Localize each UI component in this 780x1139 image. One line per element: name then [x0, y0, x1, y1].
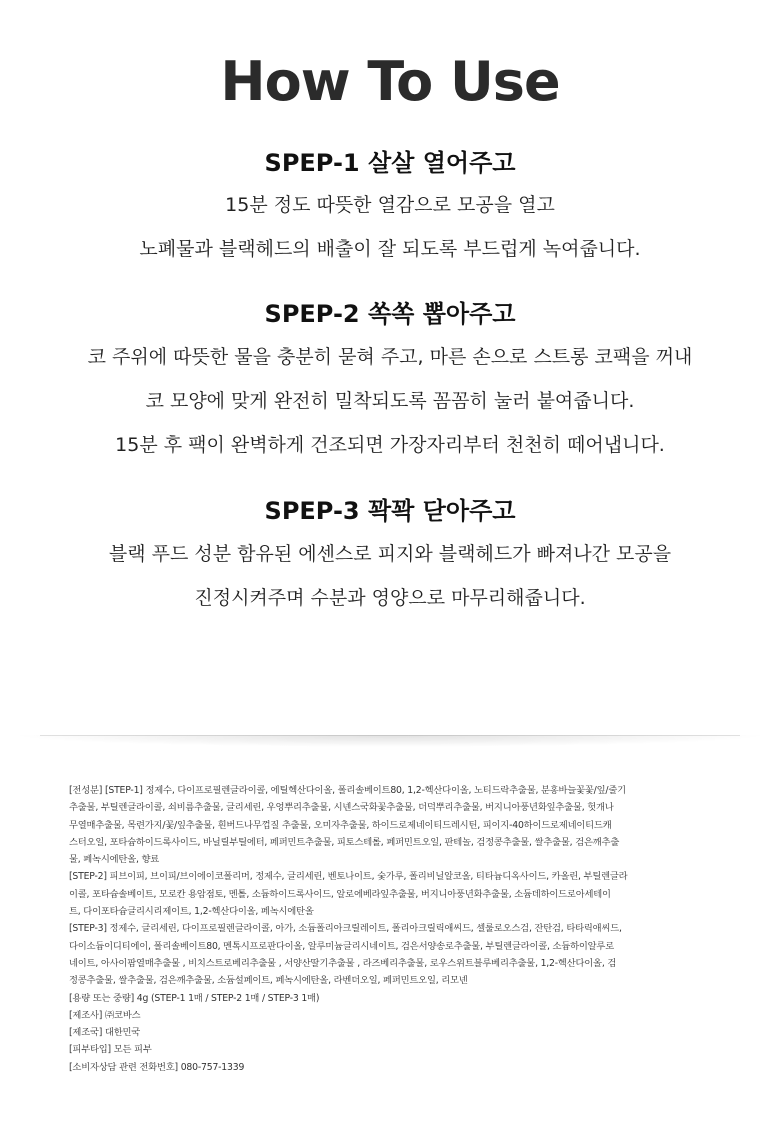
ingredients-line: [전성분] [STEP-1] 정제수, 다이프로필렌글라이콜, 에틸헥산다이올, 폴리솔베이트80, 1,2-헥산다이올, 노티드락추출물, 분홍바늘꽃꽃/잎/줄기: [69, 785, 626, 796]
step-2-line-2: 코 모양에 맞게 완전히 밀착되도록 꼼꼼히 눌러 붙여줍니다.: [145, 390, 635, 412]
ingredients-line: [STEP-3] 정제수, 글리세린, 다이프로필렌글라이콜, 아가, 소듐폴리아크릴레이트, 폴리아크릴릭애씨드, 셀룰로오스검, 잔탄검, 타타릭애씨드,: [69, 923, 622, 935]
step-3-line-1: 블랙 푸드 성분 함유된 에센스로 피지와 블랙헤드가 빠져나간 모공을: [108, 543, 672, 565]
ingredients-line: 스터오일, 포타슘하이드록사이드, 바닐릴부틸에터, 페퍼민트추출물, 피토스테롤, 페퍼민트오일, 판테놀, 검정콩추출물, 쌀추출물, 검은깨추출: [69, 836, 620, 848]
step-1-heading: SPEP-1 살살 열어주고: [264, 149, 516, 177]
step-2-heading: SPEP-2 쏙쏙 뽑아주고: [264, 300, 516, 328]
volume-info: [용량 또는 중량] 4g (STEP-1 1매 / STEP-2 1매 / STEP-3 1매): [69, 992, 320, 1004]
ingredients-block: [69, 782, 719, 1076]
skin-type-info: [피부타입] 모든 피부: [69, 1044, 152, 1056]
consumer-phone-info: [소비자상담 관련 전화번호] 080-757-1339: [69, 1061, 245, 1073]
page-title: How To Use: [220, 50, 560, 113]
divider-shadow: [10, 735, 770, 747]
step-1-line-1: 15분 정도 따뜻한 열감으로 모공을 열고: [225, 194, 555, 216]
step-1-line-2: 노폐물과 블랙헤드의 배출이 잘 되도록 부드럽게 녹여줍니다.: [139, 238, 641, 260]
ingredients-line: 트, 다이포타슘글리시리제이트, 1,2-헥산다이올, 페녹시에탄올: [69, 906, 314, 918]
manufacturer-info: [제조사] ㈜코바스: [69, 1009, 141, 1021]
step-3-line-2: 진정시켜주며 수분과 영양으로 마무리해줍니다.: [194, 587, 586, 609]
ingredients-line: [STEP-2] 피브이피, 브이피/브이에이코폴리머, 정제수, 글리세린, 벤토나이트, 숯가루, 폴리비닐알코올, 티타늄디옥사이드, 카올린, 부틸렌글라: [69, 871, 628, 883]
step-3-heading: SPEP-3 꽉꽉 닫아주고: [264, 497, 516, 525]
ingredients-line: 무열매추출물, 목련가지/꽃/잎추출물, 흰버드나무껍질 추출물, 오미자추출물, 하이드로제네이티드레시틴, 피이지-40하이드로제네이티드캐: [69, 819, 612, 831]
ingredients-line: 네이트, 아사이팜열매추출물 , 비치스트로베리추출물 , 서양산딸기추출물 , 라즈베리추출물, 로우스위트블루베리추출물, 1,2-헥산다이올, 검: [69, 957, 617, 969]
ingredients-line: 추출물, 부틸렌글라이콜, 쇠비름추출물, 글리세린, 우엉뿌리추출물, 시넨스국화꽃추출물, 더덕뿌리추출물, 버지니아풍년화잎추출물, 헛개나: [69, 802, 614, 814]
ingredients-line: 이콜, 포타슘솔베이트, 모로칸 용암점토, 멘톨, 소듐하이드록사이드, 알로에베라잎추출물, 버지니아풍년화추출물, 소듐데하이드로아세테이: [69, 888, 611, 900]
ingredients-line: 정콩추출물, 쌀추출물, 검은깨추출물, 소듐설페이트, 페녹시에탄올, 라벤더오일, 페퍼민트오일, 리모넨: [69, 975, 468, 987]
ingredients-line: 물, 페녹시에탄올, 향료: [69, 854, 160, 866]
step-2-line-3: 15분 후 팩이 완벽하게 건조되면 가장자리부터 천천히 떼어냅니다.: [115, 434, 665, 456]
step-2-line-1: 코 주위에 따뜻한 물을 충분히 묻혀 주고, 마른 손으로 스트롱 코팩을 꺼내: [87, 346, 693, 368]
country-info: [제조국] 대한민국: [69, 1027, 141, 1039]
ingredients-line: 다이소듐이디티에이, 폴리솔베이트80, 멘톡시프로판다이올, 알루미늄글리시네이트, 검은서양송로추출물, 부틸렌글라이콜, 소듐하이알루로: [69, 940, 614, 952]
